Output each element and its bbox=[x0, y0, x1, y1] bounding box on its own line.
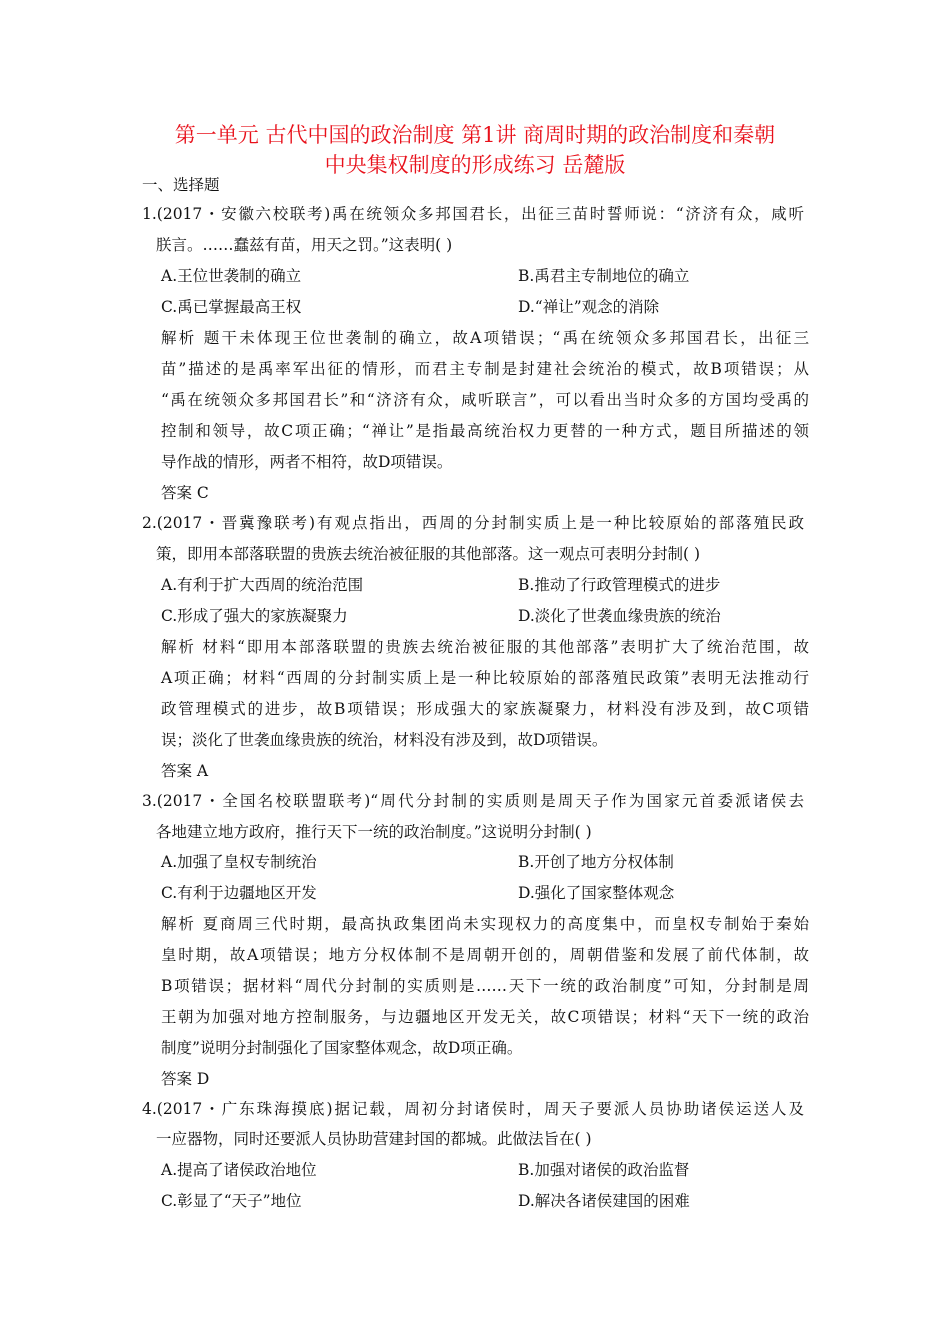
question-2-stem-line2: 策，即用本部落联盟的贵族去统治被征服的其他部落。这一观点可表明分封制( ) bbox=[156, 545, 701, 563]
question-2-option-a: A.有利于扩大西周的统治范围 bbox=[161, 576, 364, 594]
question-1-analysis-line1: 解析 题干未体现王位世袭制的确立，故A项错误；“禹在统领众多邦国君长，出征三 bbox=[161, 329, 809, 347]
question-3-option-b: B.开创了地方分权体制 bbox=[518, 853, 674, 871]
question-2-option-d: D.淡化了世袭血缘贵族的统治 bbox=[518, 607, 721, 625]
question-2-analysis-line1: 解析 材料“即用本部落联盟的贵族去统治被征服的其他部落”表明扩大了统治范围，故 bbox=[161, 638, 809, 656]
question-1-analysis-line2: 苗”描述的是禹率军出征的情形，而君主专制是封建社会统治的模式，故B项错误；从 bbox=[161, 360, 809, 378]
question-3-analysis-line3: B项错误；据材料“周代分封制的实质则是……天下一统的政治制度”可知，分封制是周 bbox=[161, 977, 809, 995]
question-1-analysis-line5: 导作战的情形，两者不相符，故D项错误。 bbox=[161, 453, 453, 471]
question-4-option-b: B.加强对诸侯的政治监督 bbox=[518, 1161, 690, 1179]
question-1-analysis-line4: 控制和领导，故C项正确；“禅让”是指最高统治权力更替的一种方式，题目所描述的领 bbox=[161, 422, 809, 440]
question-1-stem-line2: 朕言。……蠢兹有苗，用天之罚。”这表明( ) bbox=[156, 236, 453, 254]
question-1-answer: 答案 C bbox=[161, 484, 209, 502]
question-1-option-a: A.王位世袭制的确立 bbox=[161, 267, 302, 285]
question-3-option-a: A.加强了皇权专制统治 bbox=[161, 853, 317, 871]
question-4-stem-line2: 一应器物，同时还要派人员协助营建封国的都城。此做法旨在( ) bbox=[156, 1130, 592, 1148]
question-3-analysis-line4: 王朝为加强对地方控制服务，与边疆地区开发无关，故C项错误；材料“天下一统的政治 bbox=[161, 1008, 809, 1026]
document-title-line2: 中央集权制度的形成练习 岳麓版 bbox=[324, 153, 626, 177]
question-3-option-c: C.有利于边疆地区开发 bbox=[161, 884, 317, 902]
question-4-option-d: D.解决各诸侯建国的困难 bbox=[518, 1192, 690, 1210]
question-2-analysis-line2: A项正确；材料“西周的分封制实质上是一种比较原始的部落殖民政策”表明无法推动行 bbox=[161, 669, 809, 687]
question-1-analysis-line3: “禹在统领众多邦国君长”和“济济有众，咸听联言”，可以看出当时众多的方国均受禹的 bbox=[161, 391, 809, 409]
document-title-line1: 第一单元 古代中国的政治制度 第1讲 商周时期的政治制度和秦朝 bbox=[174, 123, 776, 147]
question-3-stem-line1: 3.(2017・全国名校联盟联考)“周代分封制的实质则是周天子作为国家元首委派诸侯去 bbox=[142, 792, 804, 810]
question-3-stem-line2: 各地建立地方政府，推行天下一统的政治制度。”这说明分封制( ) bbox=[156, 823, 592, 841]
question-1-option-b: B.禹君主专制地位的确立 bbox=[518, 267, 690, 285]
question-1-stem-line1: 1.(2017・安徽六校联考)禹在统领众多邦国君长，出征三苗时誓师说：“济济有众，咸听 bbox=[142, 205, 804, 223]
question-1-option-d: D.“禅让”观念的消除 bbox=[518, 298, 660, 316]
question-2-analysis-line4: 误；淡化了世袭血缘贵族的统治，材料没有涉及到，故D项错误。 bbox=[161, 731, 608, 749]
question-3-answer: 答案 D bbox=[161, 1070, 210, 1088]
question-2-answer: 答案 A bbox=[161, 762, 209, 780]
section-heading: 一、选择题 bbox=[142, 176, 220, 194]
question-2-analysis-line3: 政管理模式的进步，故B项错误；形成强大的家族凝聚力，材料没有涉及到，故C项错 bbox=[161, 700, 809, 718]
question-3-analysis-line5: 制度”说明分封制强化了国家整体观念，故D项正确。 bbox=[161, 1039, 523, 1057]
question-4-option-c: C.彰显了“天子”地位 bbox=[161, 1192, 302, 1210]
question-3-analysis-line1: 解析 夏商周三代时期，最高执政集团尚未实现权力的高度集中，而皇权专制始于秦始 bbox=[161, 915, 809, 933]
question-4-stem-line1: 4.(2017・广东珠海摸底)据记载，周初分封诸侯时，周天子要派人员协助诸侯运送人及 bbox=[142, 1100, 804, 1118]
question-2-option-c: C.形成了强大的家族凝聚力 bbox=[161, 607, 348, 625]
question-4-option-a: A.提高了诸侯政治地位 bbox=[161, 1161, 317, 1179]
question-1-option-c: C.禹已掌握最高王权 bbox=[161, 298, 302, 316]
question-2-option-b: B.推动了行政管理模式的进步 bbox=[518, 576, 721, 594]
question-3-option-d: D.强化了国家整体观念 bbox=[518, 884, 675, 902]
question-3-analysis-line2: 皇时期，故A项错误；地方分权体制不是周朝开创的，周朝借鉴和发展了前代体制，故 bbox=[161, 946, 809, 964]
question-2-stem-line1: 2.(2017・晋冀豫联考)有观点指出，西周的分封制实质上是一种比较原始的部落殖民政 bbox=[142, 514, 804, 532]
